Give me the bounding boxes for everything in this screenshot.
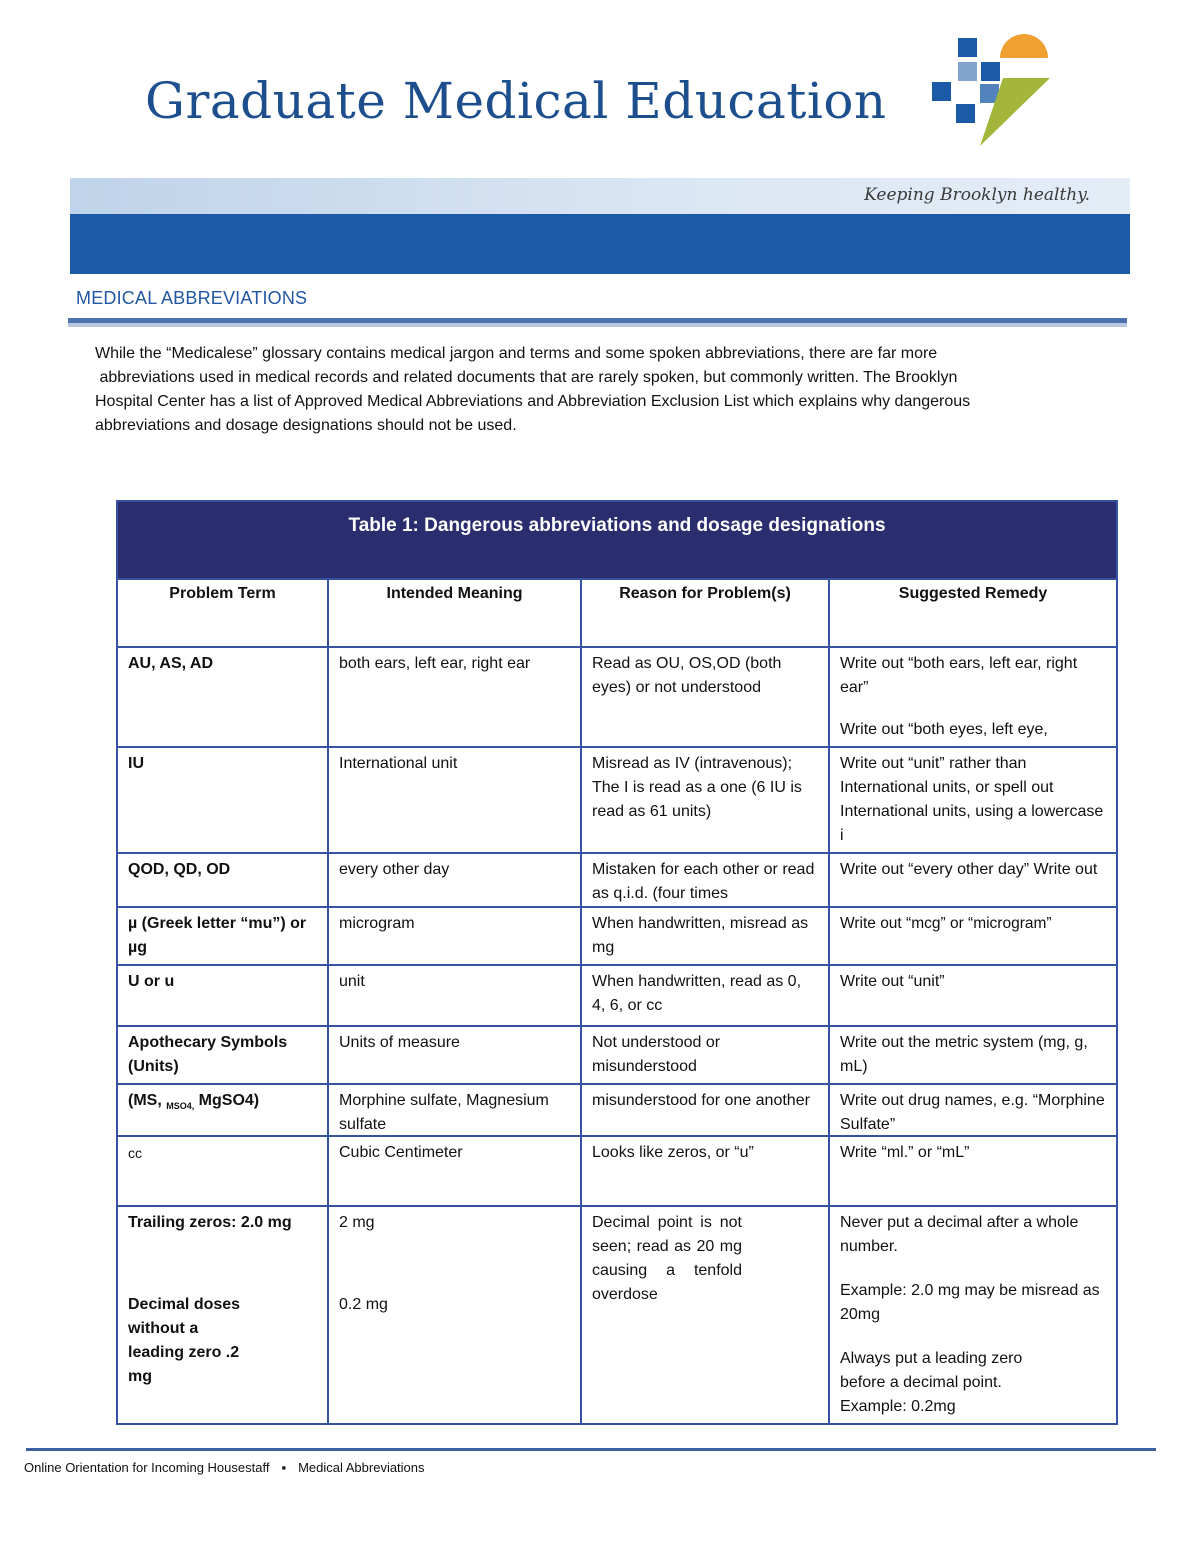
footer-divider bbox=[26, 1448, 1156, 1451]
section-divider bbox=[68, 318, 1127, 327]
intended-meaning-cell: microgram bbox=[328, 907, 581, 965]
remedy-text: Write out drug names, e.g. “Morphine Sulfate” bbox=[840, 1092, 1105, 1131]
intro-line: While the “Medicalese” glossary contains medical jargon and terms and some spoken abbreviations, there are far more bbox=[95, 345, 938, 362]
page-title: Graduate Medical Education bbox=[145, 72, 887, 130]
footer-text: Medical Abbreviations bbox=[298, 1460, 425, 1475]
meaning-text: 2 mg bbox=[339, 1214, 375, 1231]
remedy-cell: Write out “mcg” or “microgram” bbox=[829, 907, 1117, 965]
column-header: Problem Term bbox=[117, 579, 328, 647]
remedy-text: Write out “both ears, left ear, right ear” bbox=[840, 655, 1078, 696]
column-header: Intended Meaning bbox=[328, 579, 581, 647]
reason-cell: Misread as IV (intravenous); The I is read as a one (6 IU is read as 61 units) bbox=[581, 747, 829, 853]
dangerous-abbreviations-table bbox=[116, 500, 1118, 1425]
remedy-text: Example: 2.0 mg may be misread as 20mg bbox=[840, 1282, 1100, 1323]
reason-cell bbox=[581, 1206, 829, 1424]
table-row bbox=[117, 853, 1117, 907]
remedy-cell: Write “ml.” or “mL” bbox=[829, 1136, 1117, 1206]
reason-cell bbox=[581, 1084, 829, 1136]
remedy-cell bbox=[829, 1084, 1117, 1136]
meaning-text: every other day bbox=[339, 861, 450, 878]
term-text: Trailing zeros: 2.0 mg bbox=[128, 1214, 292, 1231]
term-text: Decimal doses without a leading zero .2 mg bbox=[128, 1296, 241, 1385]
remedy-text: Write out “both eyes, left eye, bbox=[840, 721, 1048, 738]
term-subscript: MSO4, bbox=[166, 1101, 195, 1112]
remedy-text: Always put a leading zero before a decimal point. Example: 0.2mg bbox=[840, 1350, 1023, 1415]
problem-term-cell: QOD, QD, OD bbox=[117, 853, 328, 907]
intended-meaning-cell bbox=[328, 1206, 581, 1424]
header-banner bbox=[70, 178, 1130, 214]
intro-line: abbreviations used in medical records and related documents that are rarely spoken, but commonly written. The Brooklyn bbox=[95, 369, 958, 386]
column-header: Reason for Problem(s) bbox=[581, 579, 829, 647]
intro-line: abbreviations and dosage designations should not be used. bbox=[95, 417, 517, 434]
bullet-separator: ▪ bbox=[281, 1460, 287, 1475]
table-caption: Table 1: Dangerous abbreviations and dosage designations bbox=[117, 501, 1117, 579]
tagline: Keeping Brooklyn healthy. bbox=[864, 185, 1090, 205]
reason-cell: When handwritten, read as 0, 4, 6, or cc bbox=[581, 965, 829, 1026]
table-row bbox=[117, 965, 1117, 1026]
meaning-text: Morphine sulfate, Magnesium sulfate bbox=[339, 1092, 549, 1131]
table-row bbox=[117, 907, 1117, 965]
intended-meaning-cell: International unit bbox=[328, 747, 581, 853]
intended-meaning-cell: both ears, left ear, right ear bbox=[328, 647, 581, 747]
problem-term-cell: µ (Greek letter “mu”) or µg bbox=[117, 907, 328, 965]
remedy-cell bbox=[829, 1206, 1117, 1424]
reason-cell: When handwritten, misread as mg bbox=[581, 907, 829, 965]
problem-term-cell bbox=[117, 1084, 328, 1136]
reason-text: Decimal point is not seen; read as 20 mg causing a tenfold overdose bbox=[592, 1214, 742, 1303]
remedy-cell bbox=[829, 853, 1117, 907]
problem-term-cell: U or u bbox=[117, 965, 328, 1026]
intro-paragraph bbox=[95, 342, 1095, 438]
table-row bbox=[117, 1136, 1117, 1206]
table-row bbox=[117, 647, 1117, 747]
table-row bbox=[117, 1084, 1117, 1136]
footer-text: Online Orientation for Incoming Housestaff bbox=[24, 1460, 270, 1475]
remedy-text: Never put a decimal after a whole number. bbox=[840, 1214, 1079, 1255]
remedy-cell: Write out “unit” rather than International units, or spell out International units, using a lowercase i bbox=[829, 747, 1117, 853]
problem-term-cell: Apothecary Symbols (Units) bbox=[117, 1026, 328, 1084]
intended-meaning-cell bbox=[328, 1084, 581, 1136]
reason-cell bbox=[581, 853, 829, 907]
reason-cell: Read as OU, OS,OD (both eyes) or not understood bbox=[581, 647, 829, 747]
reason-text: misunderstood for one another bbox=[592, 1092, 810, 1109]
header-band bbox=[70, 214, 1130, 274]
remedy-cell: Write out the metric system (mg, g, mL) bbox=[829, 1026, 1117, 1084]
problem-term-cell bbox=[117, 1206, 328, 1424]
column-header: Suggested Remedy bbox=[829, 579, 1117, 647]
remedy-cell bbox=[829, 647, 1117, 747]
remedy-cell: Write out “unit” bbox=[829, 965, 1117, 1026]
page-footer bbox=[24, 1460, 425, 1475]
problem-term-cell: IU bbox=[117, 747, 328, 853]
hospital-logo bbox=[928, 32, 1053, 147]
remedy-text: Write out “every other day” Write out bbox=[840, 861, 1098, 878]
meaning-text: 0.2 mg bbox=[339, 1296, 388, 1313]
term-text: MgSO4) bbox=[194, 1092, 260, 1109]
reason-text: Mistaken for each other or read as q.i.d. (four times bbox=[592, 861, 815, 902]
term-text: (MS, bbox=[128, 1092, 167, 1109]
reason-cell: Looks like zeros, or “u” bbox=[581, 1136, 829, 1206]
intended-meaning-cell bbox=[328, 853, 581, 907]
table-row bbox=[117, 1026, 1117, 1084]
table-row bbox=[117, 1206, 1117, 1424]
reason-cell: Not understood or misunderstood bbox=[581, 1026, 829, 1084]
problem-term-cell: AU, AS, AD bbox=[117, 647, 328, 747]
table-row bbox=[117, 747, 1117, 853]
intended-meaning-cell: Cubic Centimeter bbox=[328, 1136, 581, 1206]
section-heading: MEDICAL ABBREVIATIONS bbox=[76, 288, 308, 308]
problem-term-cell: cc bbox=[117, 1136, 328, 1206]
intro-line: Hospital Center has a list of Approved Medical Abbreviations and Abbreviation Exclusion List which explains why dangerous bbox=[95, 393, 971, 410]
intended-meaning-cell: unit bbox=[328, 965, 581, 1026]
intended-meaning-cell: Units of measure bbox=[328, 1026, 581, 1084]
